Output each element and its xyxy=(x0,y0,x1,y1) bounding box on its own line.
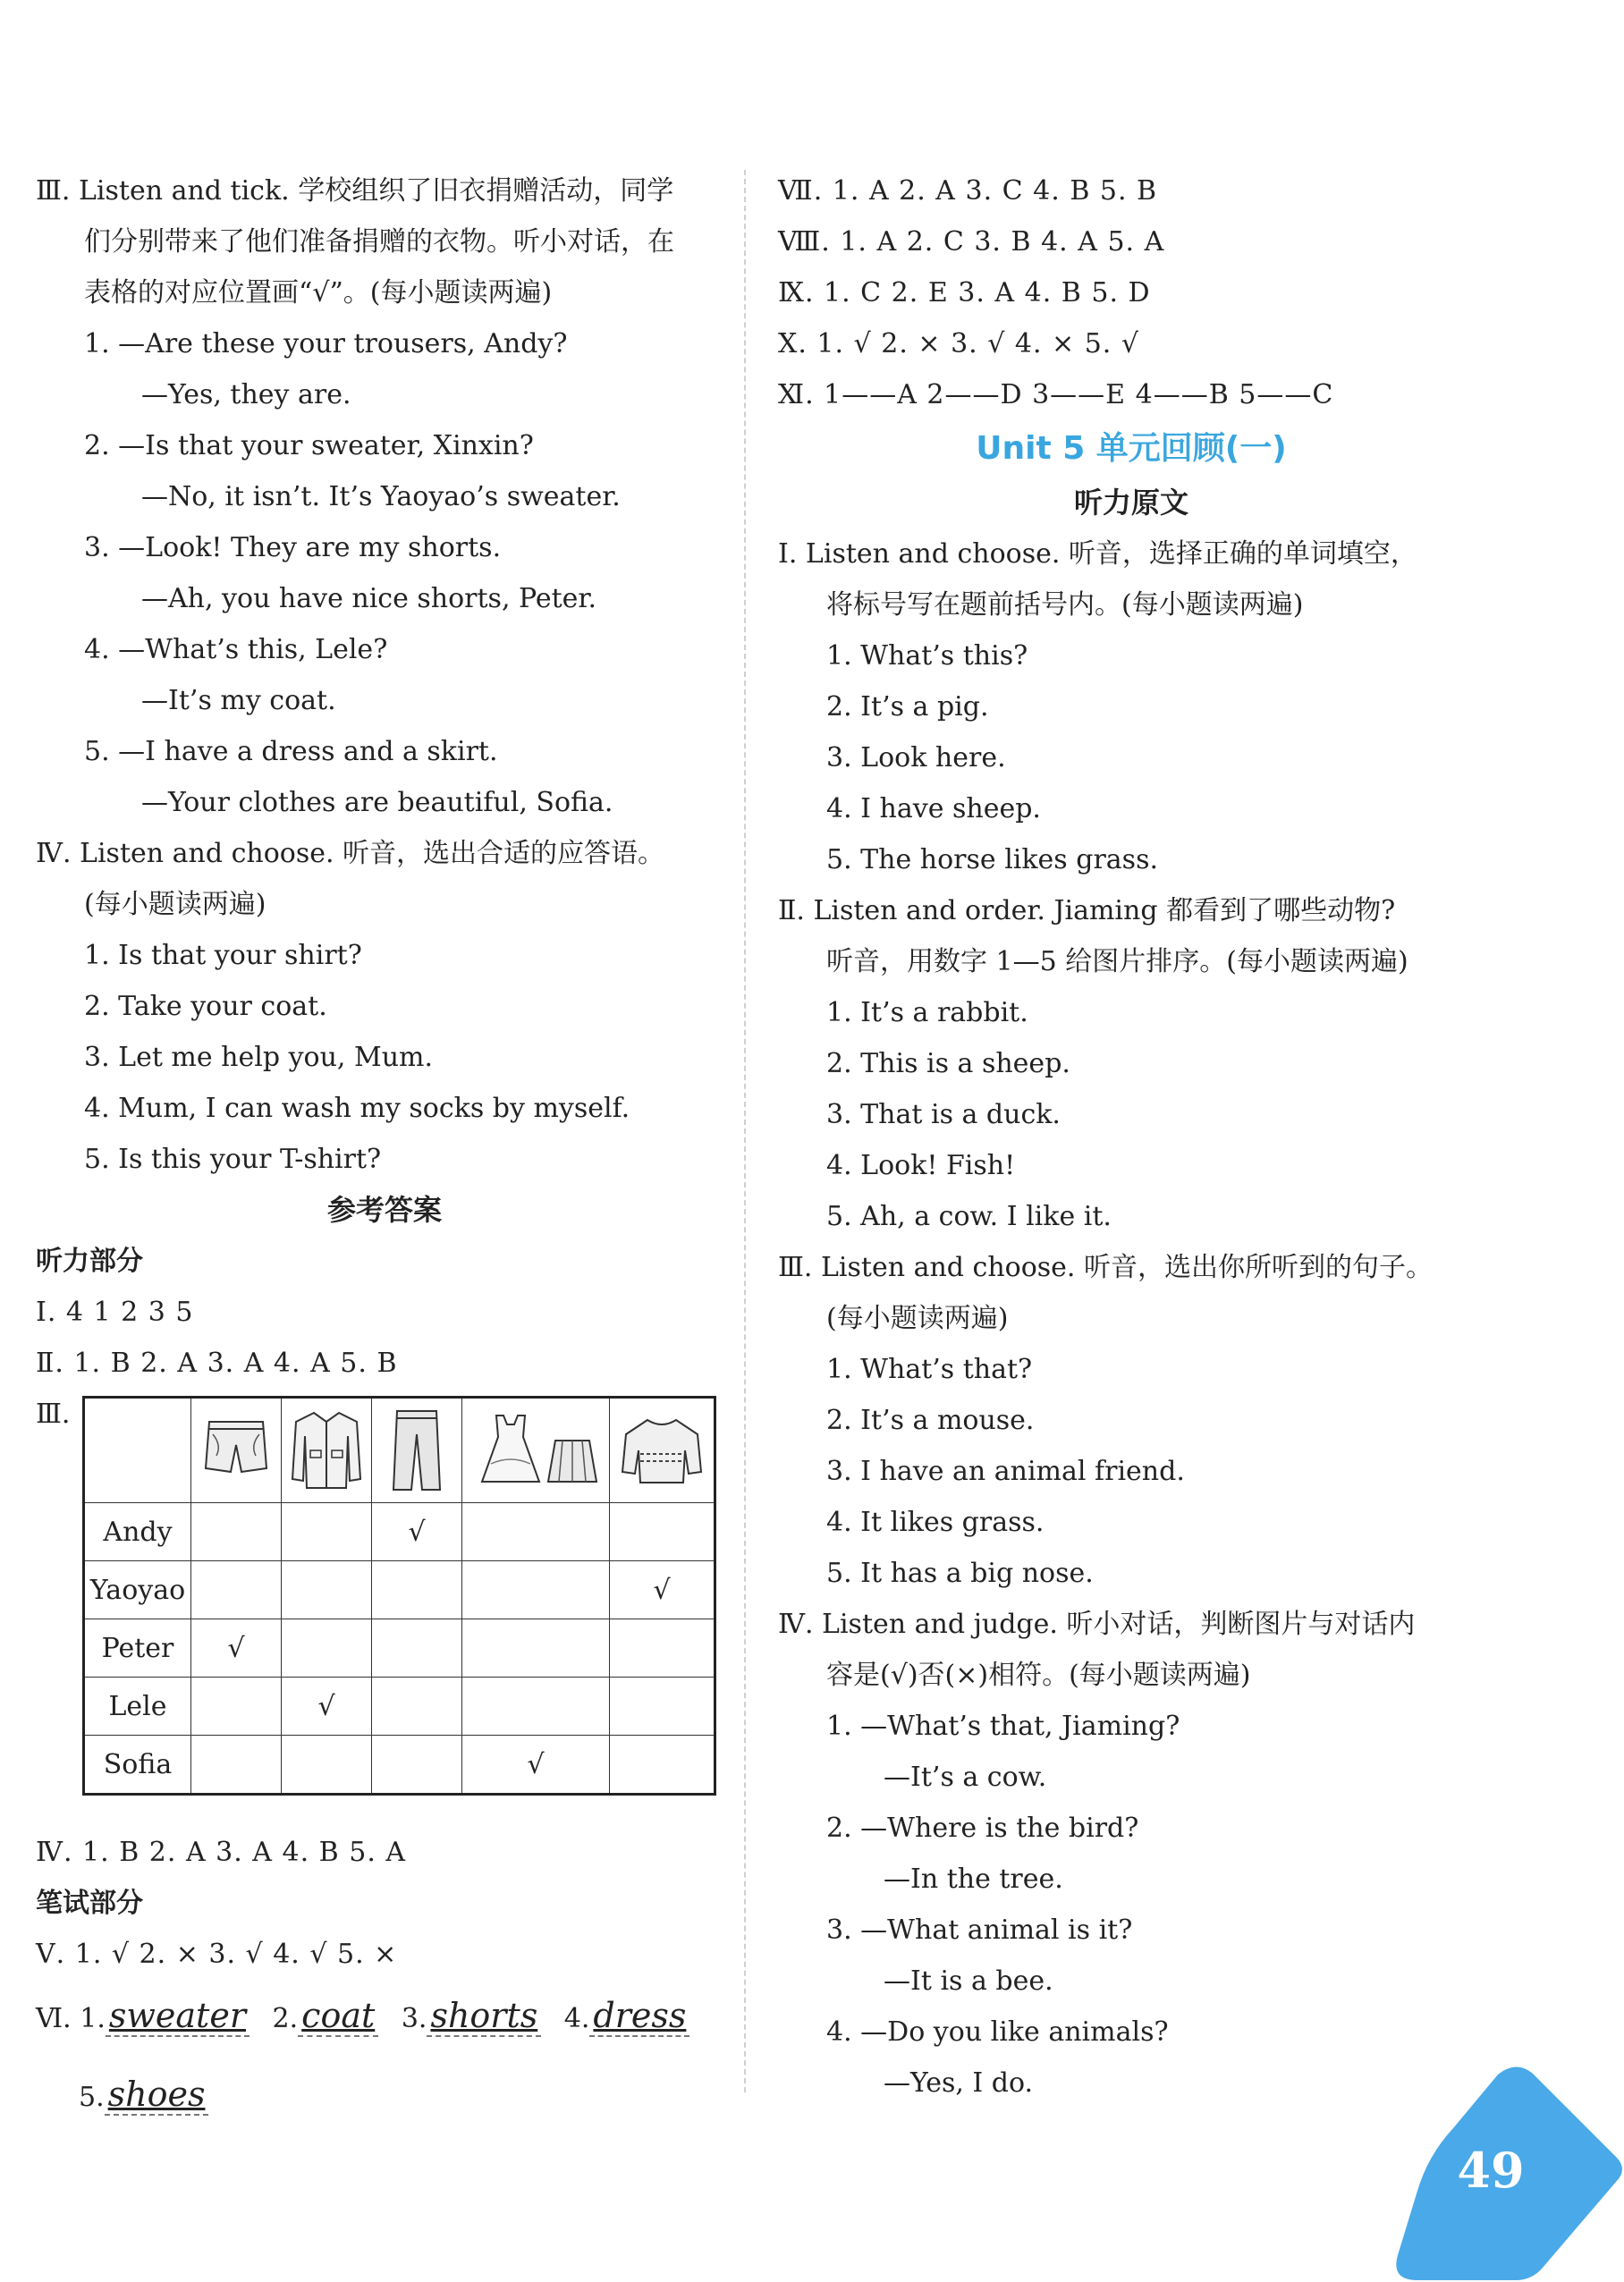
dialog-line: 3. —Look! They are my shorts. xyxy=(84,532,502,563)
tick-cell: √ xyxy=(610,1561,715,1619)
tick-cell xyxy=(610,1619,715,1678)
written-word: shorts xyxy=(427,1996,541,2037)
tick-table xyxy=(82,1396,716,1796)
list-item: 3. I have an animal friend. xyxy=(826,1456,1185,1487)
page-number: 49 xyxy=(1457,2142,1525,2199)
dialog-line: —No, it isn’t. It’s Yaoyao’s sweater. xyxy=(141,481,621,512)
written-word: sweater xyxy=(106,1996,250,2037)
item-number: 4. xyxy=(563,2003,590,2034)
tick-cell xyxy=(610,1503,715,1561)
dialog-line: 1. —Are these your trousers, Andy? xyxy=(84,328,568,359)
answer-line: Ⅰ. 4 1 2 3 5 xyxy=(36,1297,194,1328)
answer-label: Ⅲ. xyxy=(36,1399,71,1430)
section-1-title: Ⅰ. Listen and choose. 听音，选择正确的单词填空， xyxy=(778,538,1417,570)
table-row xyxy=(84,1561,715,1619)
written-answers-row xyxy=(36,1980,733,2058)
tick-cell xyxy=(282,1619,372,1678)
tick-cell xyxy=(462,1619,610,1678)
tick-cell xyxy=(462,1678,610,1736)
list-item: 2. This is a sheep. xyxy=(826,1048,1070,1079)
table-row xyxy=(84,1678,715,1736)
dress-skirt-image xyxy=(462,1398,610,1503)
student-name: Peter xyxy=(84,1619,191,1678)
dialog-line: 5. —I have a dress and a skirt. xyxy=(84,736,498,767)
list-item: 5. Is this your T-shirt? xyxy=(84,1144,382,1175)
tick-cell xyxy=(610,1736,715,1795)
section-3-title: Ⅲ. Listen and tick. 学校组织了旧衣捐赠活动，同学 xyxy=(36,175,674,207)
section-4-title: Ⅳ. Listen and choose. 听音，选出合适的应答语。 xyxy=(36,838,665,869)
written-answers-row xyxy=(36,2058,733,2137)
tick-cell xyxy=(372,1678,462,1736)
list-item: 5. It has a big nose. xyxy=(826,1558,1094,1589)
answer-line: Ⅹ. 1. √ 2. × 3. √ 4. × 5. √ xyxy=(778,328,1139,359)
list-item: 2. It’s a mouse. xyxy=(826,1405,1035,1436)
dialog-line: —It’s a cow. xyxy=(884,1762,1047,1793)
sweater-image xyxy=(610,1398,715,1503)
tick-cell: √ xyxy=(462,1736,610,1795)
answer-line: Ⅺ. 1——A 2——D 3——E 4——B 5——C xyxy=(778,379,1334,410)
tick-cell xyxy=(372,1619,462,1678)
list-item: 1. Is that your shirt? xyxy=(84,940,362,971)
student-name: Lele xyxy=(84,1678,191,1736)
dialog-line: —It is a bee. xyxy=(884,1965,1053,1997)
list-item: 1. It’s a rabbit. xyxy=(826,997,1028,1028)
dialog-line: 1. —What’s that, Jiaming? xyxy=(826,1711,1180,1742)
list-item: 3. That is a duck. xyxy=(826,1099,1061,1130)
dialog-line: —Yes, I do. xyxy=(884,2067,1034,2099)
answer-line: Ⅸ. 1. C 2. E 3. A 4. B 5. D xyxy=(778,277,1151,308)
table-header-row xyxy=(84,1398,715,1503)
item-number: 2. xyxy=(272,2003,299,2034)
list-item: 2. It’s a pig. xyxy=(826,691,989,723)
tick-cell xyxy=(191,1503,282,1561)
list-item: 4. Look! Fish! xyxy=(826,1150,1016,1181)
answer-line: Ⅴ. 1. √ 2. × 3. √ 4. √ 5. × xyxy=(36,1939,398,1970)
list-item: 4. I have sheep. xyxy=(826,793,1041,824)
list-item: 5. Ah, a cow. I like it. xyxy=(826,1201,1112,1232)
section-3-title-cont: (每小题读两遍) xyxy=(826,1303,1009,1334)
tick-cell: √ xyxy=(191,1619,282,1678)
section-1-title-cont: 将标号写在题前括号内。(每小题读两遍) xyxy=(826,589,1304,621)
student-name: Andy xyxy=(84,1503,191,1561)
listening-part-heading: 听力部分 xyxy=(36,1246,143,1277)
dialog-line: —In the tree. xyxy=(884,1864,1063,1895)
list-item: 1. What’s this? xyxy=(826,640,1028,672)
answer-line: Ⅷ. 1. A 2. C 3. B 4. A 5. A xyxy=(778,226,1165,258)
dialog-line: 3. —What animal is it? xyxy=(826,1914,1133,1946)
section-4-title-cont: (每小题读两遍) xyxy=(84,889,266,920)
tick-cell xyxy=(191,1678,282,1736)
written-word: dress xyxy=(589,1996,689,2037)
tick-cell xyxy=(372,1561,462,1619)
right-column xyxy=(778,165,1484,2109)
answer-label: Ⅵ. xyxy=(36,2003,72,2034)
tick-cell: √ xyxy=(372,1503,462,1561)
section-3-title-cont: 们分别带来了他们准备捐赠的衣物。听小对话，在 xyxy=(84,226,674,258)
dialog-line: —It’s my coat. xyxy=(141,685,336,716)
table-row xyxy=(84,1503,715,1561)
student-name: Yaoyao xyxy=(84,1561,191,1619)
section-4-title: Ⅳ. Listen and judge. 听小对话，判断图片与对话内 xyxy=(778,1609,1416,1640)
table-corner-cell xyxy=(84,1398,191,1503)
tick-cell xyxy=(372,1736,462,1795)
tick-cell xyxy=(282,1561,372,1619)
answers-heading: 参考答案 xyxy=(326,1193,442,1227)
dialog-line: 4. —Do you like animals? xyxy=(826,2016,1169,2048)
trousers-image xyxy=(372,1398,462,1503)
list-item: 5. The horse likes grass. xyxy=(826,844,1159,875)
jacket-image xyxy=(282,1398,372,1503)
answer-line: Ⅳ. 1. B 2. A 3. A 4. B 5. A xyxy=(36,1837,407,1868)
column-divider xyxy=(744,170,746,2092)
tick-cell xyxy=(462,1503,610,1561)
list-item: 3. Look here. xyxy=(826,742,1006,773)
shorts-image xyxy=(191,1398,282,1503)
list-item: 1. What’s that? xyxy=(826,1354,1033,1385)
dialog-line: 2. —Where is the bird? xyxy=(826,1813,1139,1844)
dialog-line: —Your clothes are beautiful, Sofia. xyxy=(141,787,613,818)
dialog-line: 2. —Is that your sweater, Xinxin? xyxy=(84,430,534,461)
written-part-heading: 笔试部分 xyxy=(36,1888,143,1919)
item-number: 5. xyxy=(79,2082,105,2113)
section-3-title-cont: 表格的对应位置画“√”。(每小题读两遍) xyxy=(84,277,553,308)
list-item: 4. Mum, I can wash my socks by myself. xyxy=(84,1093,630,1124)
answer-table-block xyxy=(36,1389,733,1827)
transcript-heading: 听力原文 xyxy=(1073,486,1188,520)
tick-cell xyxy=(610,1678,715,1736)
answer-line: Ⅶ. 1. A 2. A 3. C 4. B 5. B xyxy=(778,175,1158,207)
tick-cell: √ xyxy=(282,1678,372,1736)
list-item: 3. Let me help you, Mum. xyxy=(84,1042,433,1073)
section-3-title: Ⅲ. Listen and choose. 听音，选出你所听到的句子。 xyxy=(778,1252,1433,1283)
dialog-line: —Ah, you have nice shorts, Peter. xyxy=(141,583,597,614)
tick-cell xyxy=(282,1736,372,1795)
tick-cell xyxy=(462,1561,610,1619)
student-name: Sofia xyxy=(84,1736,191,1795)
item-number: 3. xyxy=(401,2003,427,2034)
list-item: 4. It likes grass. xyxy=(826,1507,1045,1538)
table-row xyxy=(84,1619,715,1678)
answer-line: Ⅱ. 1. B 2. A 3. A 4. A 5. B xyxy=(36,1348,398,1379)
left-column xyxy=(36,165,733,2137)
item-number: 1. xyxy=(80,2003,106,2034)
written-word: coat xyxy=(298,1996,378,2037)
unit-title: Unit 5 单元回顾(一) xyxy=(976,430,1287,467)
tick-cell xyxy=(191,1561,282,1619)
dialog-line: 4. —What’s this, Lele? xyxy=(84,634,388,665)
section-4-title-cont: 容是(√)否(×)相符。(每小题读两遍) xyxy=(826,1660,1251,1691)
section-2-title: Ⅱ. Listen and order. Jiaming 都看到了哪些动物? xyxy=(778,895,1396,926)
table-row xyxy=(84,1736,715,1795)
section-2-title-cont: 听音，用数字 1—5 给图片排序。(每小题读两遍) xyxy=(826,946,1408,977)
tick-cell xyxy=(282,1503,372,1561)
written-word: shoes xyxy=(105,2075,209,2116)
list-item: 2. Take your coat. xyxy=(84,991,327,1022)
tick-cell xyxy=(191,1736,282,1795)
dialog-line: —Yes, they are. xyxy=(141,379,351,410)
